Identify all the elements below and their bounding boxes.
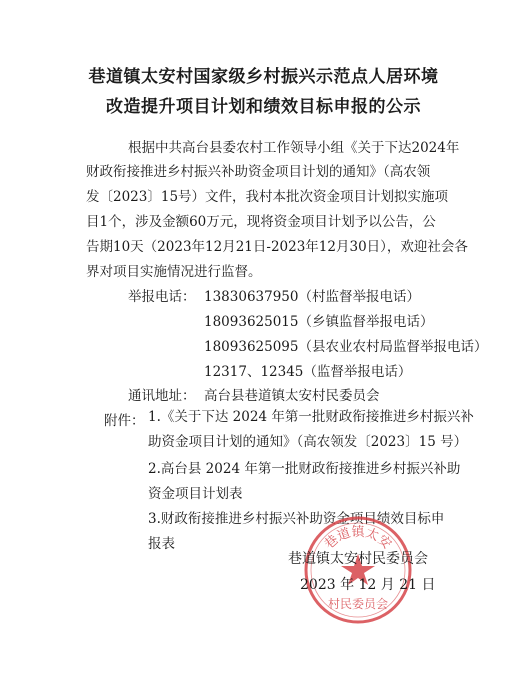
address-value: 高台县巷道镇太安村民委员会 bbox=[204, 388, 380, 404]
attachment-line: 2.高台县 2024 年第一批财政衔接推进乡村振兴补助 bbox=[148, 461, 461, 477]
attachment-line: 资金项目计划表 bbox=[148, 486, 243, 502]
report-phone: 18093625095（县农业农村局监督举报电话） bbox=[204, 339, 488, 355]
signature-org: 巷道镇太安村民委员会 bbox=[288, 551, 428, 567]
body-line: 根据中共高台县委农村工作领导小组《关于下达2024年 bbox=[128, 140, 460, 156]
attachment-line: 报表 bbox=[148, 536, 175, 552]
attachment-line: 助资金项目计划的通知》（高农领发〔2023〕15 号） bbox=[148, 434, 468, 450]
title-line-2: 改造提升项目计划和绩效目标申报的公示 bbox=[106, 97, 421, 117]
attachment-line: 3.财政衔接推进乡村振兴补助资金项目绩效目标申 bbox=[148, 511, 445, 527]
seal-text-top: 巷道镇太安 bbox=[321, 525, 395, 553]
body-line: 财政衔接推进乡村振兴补助资金项目计划的通知》（高农领 bbox=[86, 164, 431, 180]
body-line: 界对项目实施情况进行监督。 bbox=[86, 264, 262, 280]
attachment-line: 1.《关于下达 2024 年第一批财政衔接推进乡村振兴补 bbox=[148, 409, 474, 425]
official-seal-icon bbox=[302, 514, 414, 626]
signature-date: 2023 年 12 月 21 日 bbox=[300, 577, 436, 593]
body-line: 发〔2023〕15号）文件，我村本批次资金项目计划拟实施项 bbox=[86, 189, 449, 205]
report-phone: 13830637950（村监督举报电话） bbox=[204, 289, 420, 305]
body-line: 告期10天（2023年12月21日-2023年12月30日），欢迎社会各 bbox=[86, 239, 468, 255]
report-phone: 18093625015（乡镇监督举报电话） bbox=[204, 314, 434, 330]
address-label: 通讯地址： bbox=[128, 388, 196, 404]
attachments-label: 附件： bbox=[104, 413, 145, 429]
body-line: 目1个，涉及金额60万元，现将资金项目计划予以公告，公 bbox=[86, 214, 436, 230]
seal-text-bottom: 村民委员会 bbox=[327, 597, 389, 611]
title-line-1: 巷道镇太安村国家级乡村振兴示范点人居环境 bbox=[88, 67, 439, 87]
report-phone: 12317、12345（监督举报电话） bbox=[204, 364, 412, 380]
report-label: 举报电话： bbox=[128, 289, 196, 305]
